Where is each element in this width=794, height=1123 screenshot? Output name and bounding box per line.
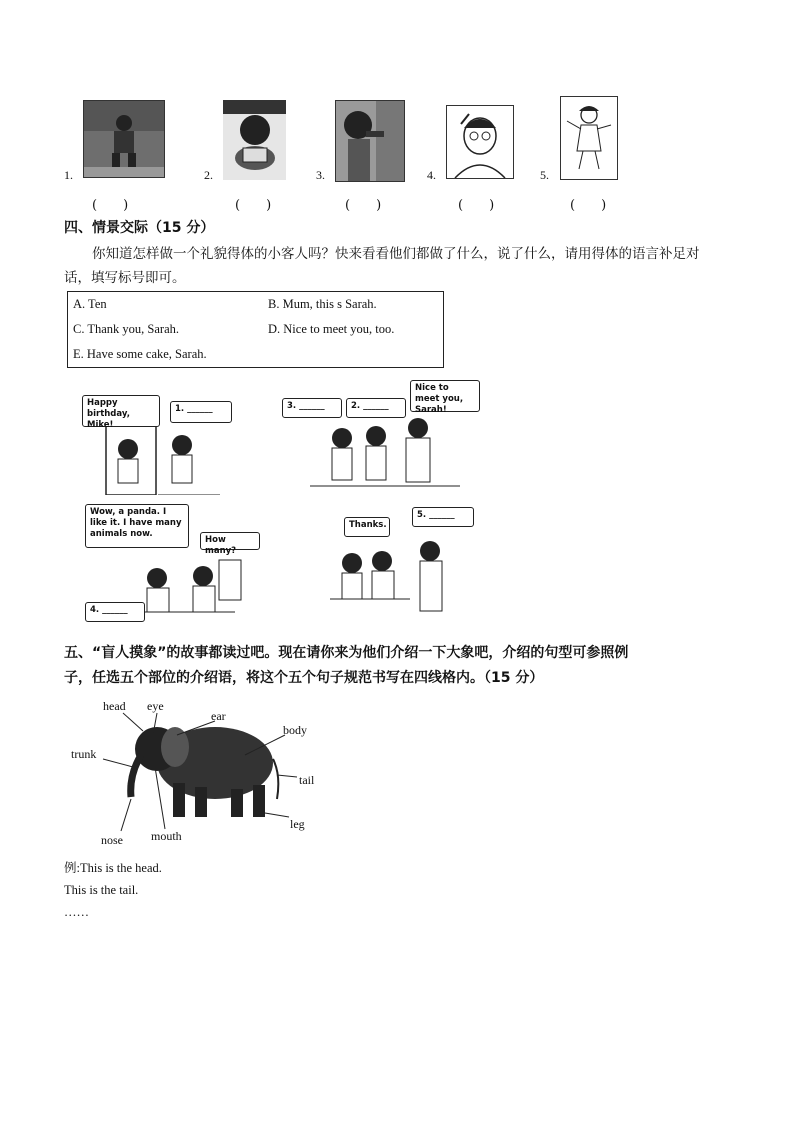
picture-number-2: 2. <box>204 168 213 182</box>
label-mouth: mouth <box>151 829 182 843</box>
picture-number-1: 1. <box>64 168 73 182</box>
bubble-nice-to-meet: Nice to meet you, Sarah! <box>410 380 480 412</box>
photo-2 <box>223 100 286 180</box>
option-e: E. Have some cake, Sarah. <box>73 347 207 361</box>
bubble-happy-birthday: Happy birthday, Mike! <box>82 395 160 427</box>
bubble-thanks: Thanks. <box>344 517 390 537</box>
label-tail: tail <box>299 773 315 787</box>
comic-panel-1 <box>70 385 240 495</box>
bubble-blank-5[interactable]: 5. ______ <box>412 507 474 527</box>
comic-panel-4 <box>330 505 480 617</box>
comic-panel-3 <box>85 500 250 625</box>
label-nose: nose <box>101 833 123 847</box>
section-5-title-line1: 五、“盲人摸象”的故事都读过吧。现在请你来为他们介绍一下大象吧，介绍的句型可参照例 <box>64 645 629 661</box>
label-eye: eye <box>147 699 164 713</box>
option-d: D. Nice to meet you, too. <box>268 322 395 336</box>
bubble-blank-2[interactable]: 2. ______ <box>346 398 406 418</box>
photo-2-figure <box>223 100 286 180</box>
answer-blank-2[interactable]: ( ) <box>235 198 272 213</box>
section-4-title: 四、情景交际（15 分） <box>64 220 215 236</box>
bubble-how-many: How many? <box>200 532 260 550</box>
example-sentence-1: 例:This is the head. <box>64 861 162 875</box>
label-leg: leg <box>290 817 305 831</box>
label-body: body <box>283 723 307 737</box>
label-ear: ear <box>211 709 226 723</box>
ellipsis: …… <box>64 905 89 919</box>
answer-blank-5[interactable]: ( ) <box>570 198 607 213</box>
bubble-blank-1[interactable]: 1. ______ <box>170 401 232 423</box>
comic-panel-2 <box>287 378 480 490</box>
drawing-4-figure <box>447 106 513 178</box>
section-4-intro-line1: 你知道怎样做一个礼貌得体的小客人吗？快来看看他们都做了什么，说了什么，请用得体的语言补足对 <box>92 246 700 262</box>
elephant-drawing <box>65 695 325 850</box>
drawing-4 <box>446 105 514 179</box>
drawing-5-figure <box>561 97 617 179</box>
example-sentence-2: This is the tail. <box>64 883 139 897</box>
bubble-wow-panda: Wow, a panda. I like it. I have many animals now. <box>85 504 189 548</box>
picture-number-4: 4. <box>427 168 436 182</box>
bubble-blank-3[interactable]: 3. ______ <box>282 398 342 418</box>
bubble-blank-4[interactable]: 4. ______ <box>85 602 145 622</box>
label-trunk: trunk <box>71 747 97 761</box>
answer-blank-3[interactable]: ( ) <box>345 198 382 213</box>
picture-number-5: 5. <box>540 168 549 182</box>
picture-number-3: 3. <box>316 168 325 182</box>
answer-blank-1[interactable]: ( ) <box>92 198 129 213</box>
options-box <box>67 291 444 368</box>
photo-1-figure <box>84 101 164 177</box>
section-5-title-line2: 子，任选五个部位的介绍语，将这个五个句子规范书写在四线格内。（15 分） <box>64 670 544 686</box>
section-4-intro-line2: 话，填写标号即可。 <box>64 270 186 286</box>
elephant-figure <box>65 695 325 850</box>
label-head: head <box>103 699 126 713</box>
option-b: B. Mum, this s Sarah. <box>268 297 377 311</box>
photo-1 <box>83 100 165 178</box>
photo-3-figure <box>336 101 404 181</box>
option-a: A. Ten <box>73 297 107 311</box>
option-c: C. Thank you, Sarah. <box>73 322 180 336</box>
drawing-5 <box>560 96 618 180</box>
photo-3 <box>335 100 405 182</box>
answer-blank-4[interactable]: ( ) <box>458 198 495 213</box>
